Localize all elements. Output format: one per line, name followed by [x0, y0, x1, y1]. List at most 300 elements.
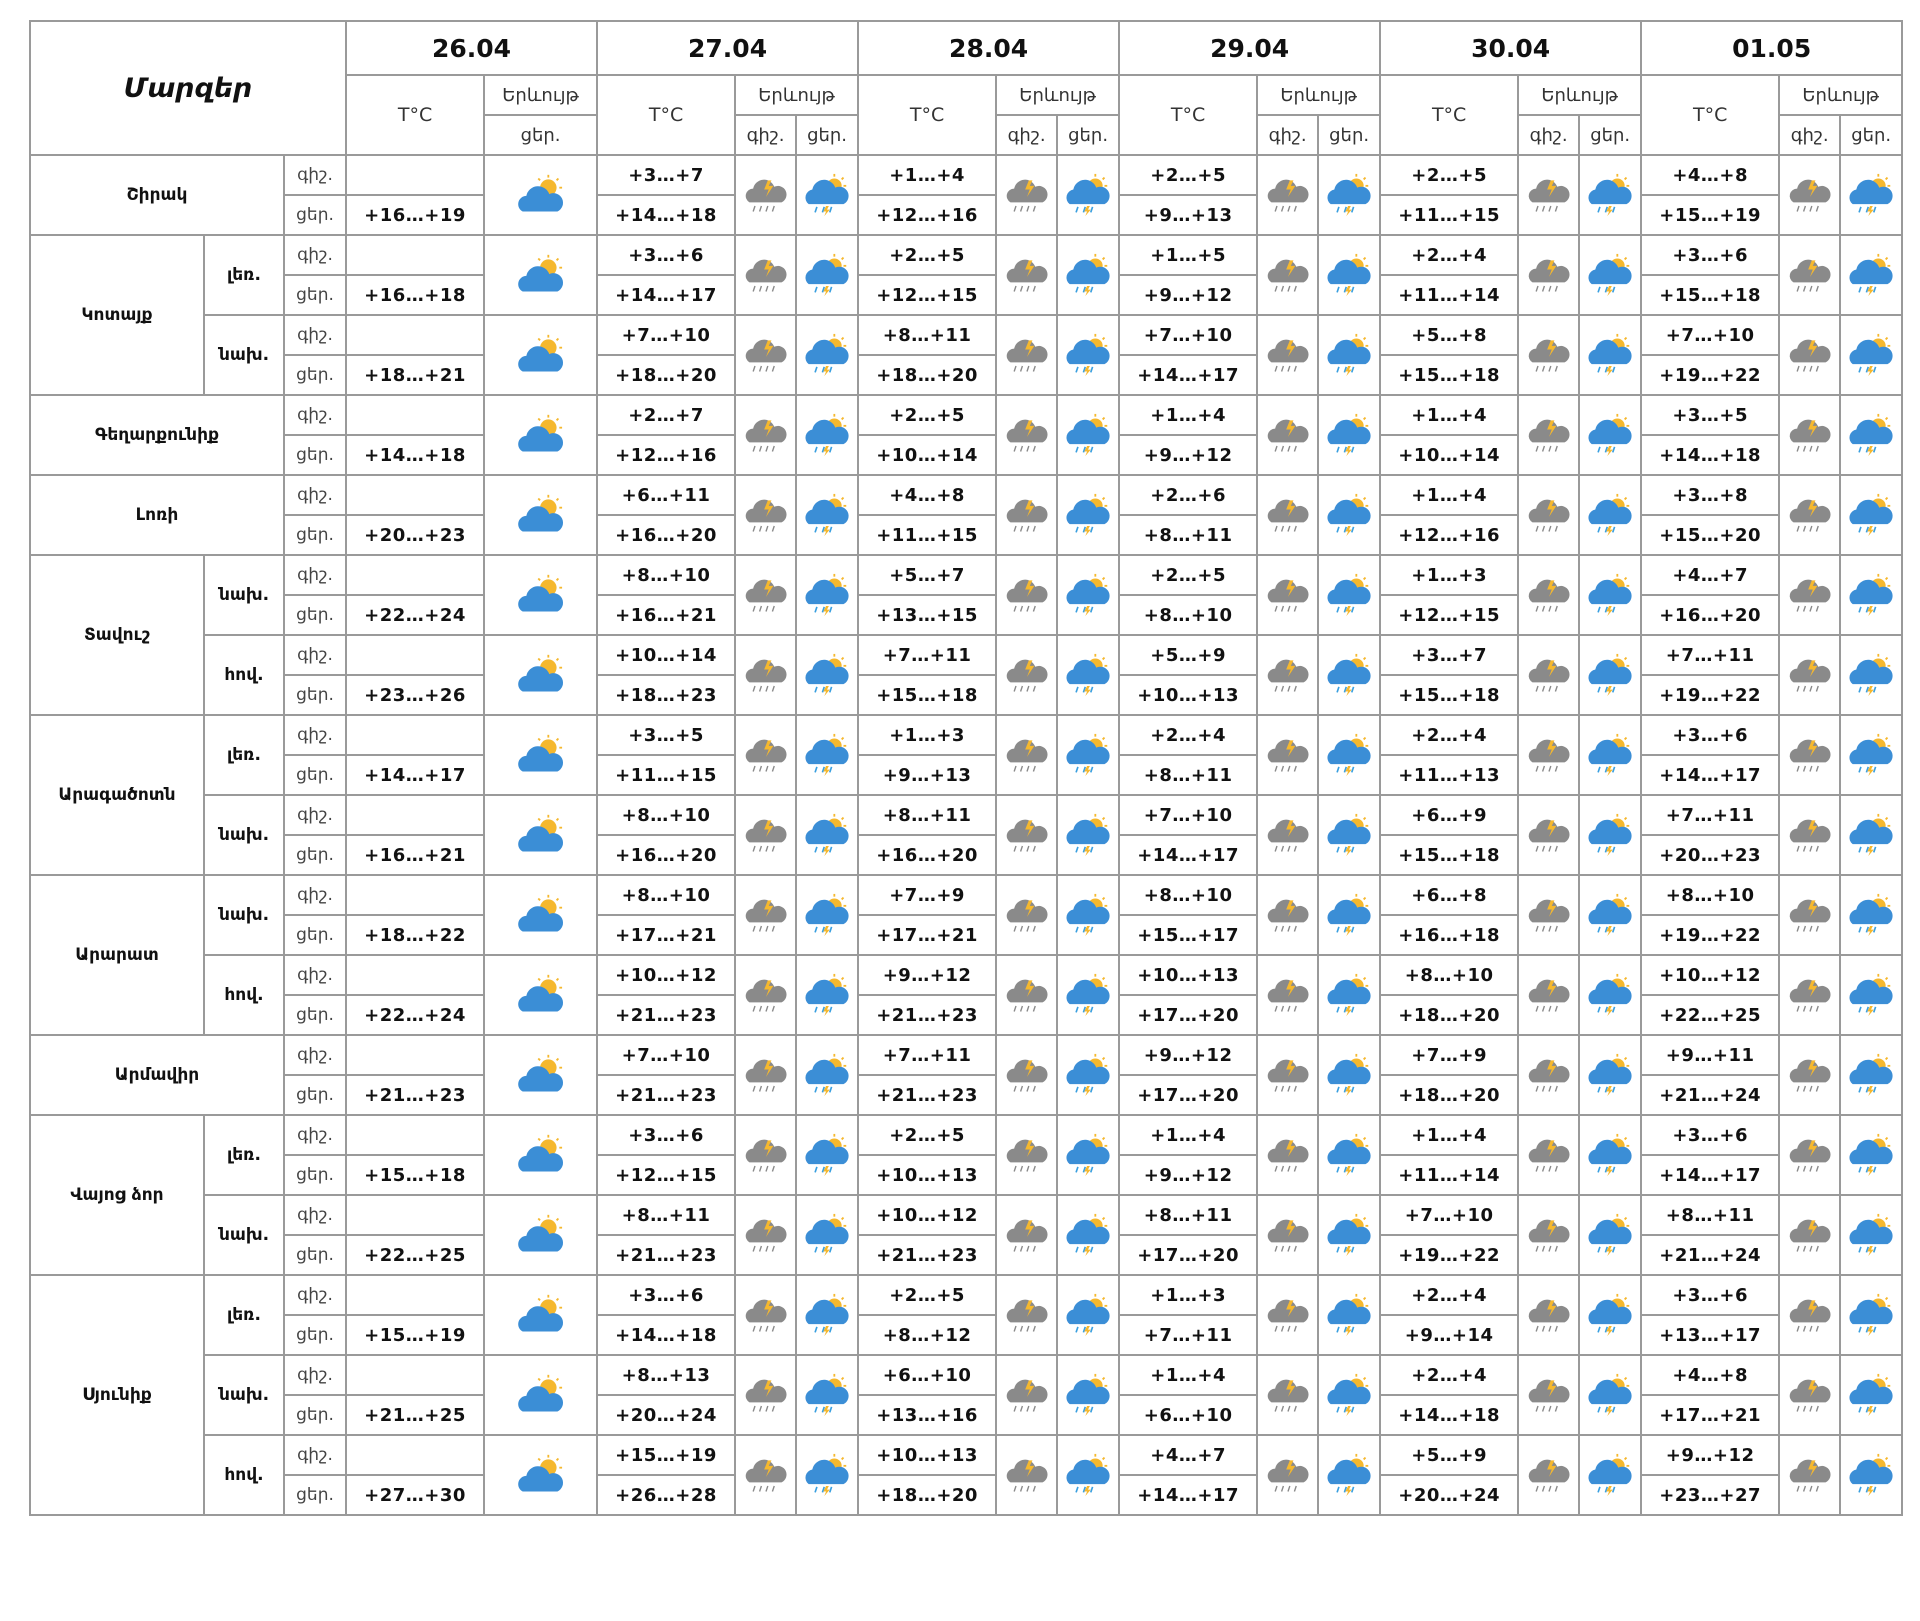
day-temp: +14…+18 [597, 1315, 735, 1355]
table-row [30, 635, 1902, 675]
cloud-rain-icon [1779, 1275, 1840, 1355]
day-label: ցեր. [284, 515, 346, 555]
night-label: գիշ. [284, 715, 346, 755]
night-temp: +8…+10 [1641, 875, 1779, 915]
day-label: ցեր. [284, 595, 346, 635]
cloud-rain-icon [1518, 155, 1579, 235]
subregion-label: հով. [204, 955, 284, 1035]
cloud-rain-icon [1257, 1195, 1318, 1275]
day-temp: +16…+19 [346, 195, 484, 235]
cloud-rain-icon [1779, 475, 1840, 555]
day-temp: +11…+15 [858, 515, 996, 555]
temp-header: T°C [1380, 75, 1518, 155]
sun-cloud-rain-icon [796, 1275, 858, 1355]
day-label: ցեր. [284, 995, 346, 1035]
sun-cloud-icon [484, 235, 597, 315]
sun-cloud-rain-icon [1318, 1115, 1380, 1195]
night-temp [346, 315, 484, 355]
day-temp: +15…+17 [1119, 915, 1257, 955]
subregion-label: նախ. [204, 875, 284, 955]
day-temp: +17…+20 [1119, 1235, 1257, 1275]
day-temp: +11…+15 [1380, 195, 1518, 235]
sun-cloud-rain-icon [1318, 1275, 1380, 1355]
day-temp: +9…+12 [1119, 435, 1257, 475]
day-temp: +16…+18 [1380, 915, 1518, 955]
table-row [30, 1435, 1902, 1475]
day-temp: +12…+15 [597, 1155, 735, 1195]
day-temp: +10…+13 [1119, 675, 1257, 715]
day-temp: +12…+16 [597, 435, 735, 475]
day-temp: +16…+20 [597, 835, 735, 875]
day-temp: +14…+18 [1641, 435, 1779, 475]
cloud-rain-icon [735, 315, 796, 395]
night-temp: +7…+11 [858, 635, 996, 675]
night-temp [346, 875, 484, 915]
day-temp: +12…+16 [1380, 515, 1518, 555]
day-temp: +20…+24 [1380, 1475, 1518, 1515]
cloud-rain-icon [1518, 635, 1579, 715]
cloud-rain-icon [996, 155, 1057, 235]
temp-header: T°C [1119, 75, 1257, 155]
day-temp: +12…+16 [858, 195, 996, 235]
subregion-label: լեռ. [204, 235, 284, 315]
night-temp: +10…+14 [597, 635, 735, 675]
sun-cloud-rain-icon [1840, 1435, 1902, 1515]
cloud-rain-icon [996, 635, 1057, 715]
night-label: գիշ. [284, 875, 346, 915]
night-temp: +1…+4 [1119, 1115, 1257, 1155]
day-temp: +10…+13 [858, 1155, 996, 1195]
night-temp: +9…+12 [1641, 1435, 1779, 1475]
sun-cloud-rain-icon [1579, 555, 1641, 635]
sun-cloud-rain-icon [1318, 155, 1380, 235]
sun-cloud-rain-icon [1057, 395, 1119, 475]
night-temp: +8…+13 [597, 1355, 735, 1395]
day-temp: +21…+23 [597, 995, 735, 1035]
sun-cloud-rain-icon [1318, 635, 1380, 715]
sun-cloud-rain-icon [796, 1355, 858, 1435]
sun-cloud-rain-icon [1057, 155, 1119, 235]
day-temp: +21…+23 [597, 1075, 735, 1115]
table-row [30, 475, 1902, 515]
sun-cloud-rain-icon [1057, 1435, 1119, 1515]
cloud-rain-icon [1257, 235, 1318, 315]
sun-cloud-rain-icon [1840, 1355, 1902, 1435]
date-header: 28.04 [858, 21, 1119, 75]
sun-cloud-rain-icon [1318, 315, 1380, 395]
cloud-rain-icon [735, 955, 796, 1035]
day-label: ցեր. [284, 195, 346, 235]
sun-cloud-rain-icon [1057, 1355, 1119, 1435]
night-temp [346, 475, 484, 515]
sun-cloud-rain-icon [796, 395, 858, 475]
sun-cloud-rain-icon [1318, 1435, 1380, 1515]
night-temp: +2…+5 [858, 1275, 996, 1315]
cloud-rain-icon [996, 395, 1057, 475]
night-temp: +7…+9 [858, 875, 996, 915]
day-temp: +15…+18 [1641, 275, 1779, 315]
night-temp [346, 235, 484, 275]
night-temp: +7…+10 [1380, 1195, 1518, 1235]
sun-cloud-rain-icon [1579, 1035, 1641, 1115]
cloud-rain-icon [1518, 795, 1579, 875]
night-temp: +7…+11 [1641, 635, 1779, 675]
cloud-rain-icon [1779, 955, 1840, 1035]
day-temp: +14…+17 [1119, 835, 1257, 875]
sun-cloud-rain-icon [1579, 475, 1641, 555]
night-temp: +10…+12 [858, 1195, 996, 1235]
night-temp: +3…+5 [1641, 395, 1779, 435]
day-temp: +14…+17 [597, 275, 735, 315]
night-temp: +8…+10 [597, 875, 735, 915]
night-temp [346, 1355, 484, 1395]
region-name: Գեղարքունիք [30, 395, 284, 475]
day-label: ցեր. [284, 675, 346, 715]
day-label: ցեր. [284, 755, 346, 795]
cloud-rain-icon [1257, 1035, 1318, 1115]
night-label: գիշ. [284, 315, 346, 355]
day-temp: +22…+25 [346, 1235, 484, 1275]
cloud-rain-icon [735, 1435, 796, 1515]
sun-cloud-rain-icon [1318, 235, 1380, 315]
cloud-rain-icon [1518, 875, 1579, 955]
day-temp: +22…+24 [346, 595, 484, 635]
sun-cloud-rain-icon [1057, 475, 1119, 555]
sun-cloud-rain-icon [1579, 1275, 1641, 1355]
cloud-rain-icon [1257, 715, 1318, 795]
night-temp: +10…+13 [858, 1435, 996, 1475]
day-temp: +21…+24 [1641, 1235, 1779, 1275]
night-temp: +3…+8 [1641, 475, 1779, 515]
sun-cloud-rain-icon [1840, 315, 1902, 395]
cloud-rain-icon [1779, 395, 1840, 475]
sun-cloud-rain-icon [1318, 475, 1380, 555]
day-temp: +17…+20 [1119, 995, 1257, 1035]
day-temp: +18…+20 [1380, 995, 1518, 1035]
subregion-label: լեռ. [204, 1275, 284, 1355]
temp-header: T°C [1641, 75, 1779, 155]
sun-cloud-rain-icon [1579, 1435, 1641, 1515]
night-temp [346, 955, 484, 995]
phenomenon-header: Երևույթ [1518, 75, 1641, 115]
day-temp: +16…+21 [346, 835, 484, 875]
phenomenon-header: Երևույթ [996, 75, 1119, 115]
cloud-rain-icon [1518, 395, 1579, 475]
day-temp: +9…+13 [858, 755, 996, 795]
cloud-rain-icon [1518, 1355, 1579, 1435]
cloud-rain-icon [735, 1115, 796, 1195]
day-header: ցեր. [484, 115, 597, 155]
subregion-label: նախ. [204, 555, 284, 635]
cloud-rain-icon [735, 555, 796, 635]
table-row [30, 1275, 1902, 1315]
day-label: ցեր. [284, 1475, 346, 1515]
night-temp [346, 1275, 484, 1315]
night-temp: +7…+9 [1380, 1035, 1518, 1075]
night-temp: +1…+5 [1119, 235, 1257, 275]
sun-cloud-icon [484, 1195, 597, 1275]
sun-cloud-rain-icon [796, 315, 858, 395]
night-header: գիշ. [1518, 115, 1579, 155]
cloud-rain-icon [1257, 635, 1318, 715]
cloud-rain-icon [996, 1035, 1057, 1115]
cloud-rain-icon [1779, 1355, 1840, 1435]
cloud-rain-icon [1518, 555, 1579, 635]
day-label: ցեր. [284, 355, 346, 395]
day-temp: +9…+14 [1380, 1315, 1518, 1355]
cloud-rain-icon [1779, 1435, 1840, 1515]
sun-cloud-rain-icon [1318, 395, 1380, 475]
sun-cloud-icon [484, 1355, 597, 1435]
cloud-rain-icon [1779, 315, 1840, 395]
sun-cloud-rain-icon [796, 1435, 858, 1515]
night-temp: +5…+9 [1380, 1435, 1518, 1475]
cloud-rain-icon [1257, 155, 1318, 235]
night-temp: +2…+4 [1380, 1275, 1518, 1315]
day-temp: +14…+17 [1119, 1475, 1257, 1515]
day-temp: +8…+11 [1119, 515, 1257, 555]
sun-cloud-rain-icon [1579, 315, 1641, 395]
night-header: գիշ. [1257, 115, 1318, 155]
night-temp: +1…+3 [1380, 555, 1518, 595]
table-row [30, 555, 1902, 595]
sun-cloud-icon [484, 1115, 597, 1195]
day-temp: +23…+26 [346, 675, 484, 715]
sun-cloud-rain-icon [1840, 795, 1902, 875]
cloud-rain-icon [735, 395, 796, 475]
night-temp: +1…+4 [1119, 1355, 1257, 1395]
night-temp: +2…+4 [1119, 715, 1257, 755]
day-temp: +13…+15 [858, 595, 996, 635]
night-temp: +3…+5 [597, 715, 735, 755]
temp-header: T°C [858, 75, 996, 155]
night-temp: +1…+4 [1380, 1115, 1518, 1155]
sun-cloud-rain-icon [1840, 1115, 1902, 1195]
night-temp: +8…+11 [858, 315, 996, 355]
day-temp: +17…+21 [597, 915, 735, 955]
night-temp: +7…+10 [597, 315, 735, 355]
night-temp: +8…+10 [1380, 955, 1518, 995]
night-temp: +9…+12 [858, 955, 996, 995]
day-temp: +17…+20 [1119, 1075, 1257, 1115]
night-label: գիշ. [284, 795, 346, 835]
subregion-label: նախ. [204, 795, 284, 875]
sun-cloud-rain-icon [1840, 395, 1902, 475]
day-temp: +20…+23 [346, 515, 484, 555]
night-temp [346, 635, 484, 675]
day-temp: +16…+20 [858, 835, 996, 875]
cloud-rain-icon [1257, 1435, 1318, 1515]
day-temp: +21…+24 [1641, 1075, 1779, 1115]
day-temp: +15…+18 [1380, 835, 1518, 875]
night-temp: +7…+11 [858, 1035, 996, 1075]
cloud-rain-icon [1779, 1035, 1840, 1115]
day-temp: +8…+10 [1119, 595, 1257, 635]
day-temp: +19…+22 [1641, 675, 1779, 715]
day-temp: +11…+13 [1380, 755, 1518, 795]
day-temp: +26…+28 [597, 1475, 735, 1515]
night-temp: +5…+7 [858, 555, 996, 595]
night-label: գիշ. [284, 1435, 346, 1475]
night-temp: +8…+11 [858, 795, 996, 835]
cloud-rain-icon [996, 315, 1057, 395]
cloud-rain-icon [735, 235, 796, 315]
forecast-table-wrapper [29, 20, 1903, 1516]
night-label: գիշ. [284, 475, 346, 515]
phenomenon-header: Երևույթ [735, 75, 858, 115]
day-temp: +15…+19 [1641, 195, 1779, 235]
day-temp: +14…+18 [1380, 1395, 1518, 1435]
day-header: ցեր. [1579, 115, 1641, 155]
night-temp: +2…+5 [1380, 155, 1518, 195]
night-temp [346, 1115, 484, 1155]
cloud-rain-icon [735, 635, 796, 715]
cloud-rain-icon [1257, 875, 1318, 955]
night-temp: +2…+5 [1119, 155, 1257, 195]
forecast-table [29, 20, 1903, 1516]
night-temp: +8…+10 [597, 555, 735, 595]
sun-cloud-rain-icon [1579, 715, 1641, 795]
sun-cloud-rain-icon [1579, 1115, 1641, 1195]
sun-cloud-rain-icon [1579, 875, 1641, 955]
day-label: ցեր. [284, 275, 346, 315]
day-label: ցեր. [284, 835, 346, 875]
sun-cloud-rain-icon [1318, 875, 1380, 955]
night-temp: +8…+11 [597, 1195, 735, 1235]
table-row [30, 1195, 1902, 1235]
night-header: գիշ. [1779, 115, 1840, 155]
day-temp: +11…+14 [1380, 1155, 1518, 1195]
day-temp: +14…+17 [1641, 1155, 1779, 1195]
day-temp: +20…+23 [1641, 835, 1779, 875]
day-temp: +18…+22 [346, 915, 484, 955]
table-row [30, 395, 1902, 435]
region-name: Արմավիր [30, 1035, 284, 1115]
day-temp: +14…+17 [346, 755, 484, 795]
night-temp: +3…+6 [597, 1115, 735, 1155]
day-temp: +10…+14 [858, 435, 996, 475]
night-temp: +4…+8 [1641, 1355, 1779, 1395]
cloud-rain-icon [1779, 1115, 1840, 1195]
sun-cloud-icon [484, 555, 597, 635]
sun-cloud-icon [484, 475, 597, 555]
subregion-label: լեռ. [204, 715, 284, 795]
day-temp: +8…+11 [1119, 755, 1257, 795]
sun-cloud-rain-icon [796, 475, 858, 555]
night-label: գիշ. [284, 235, 346, 275]
sun-cloud-rain-icon [1057, 1035, 1119, 1115]
day-label: ցեր. [284, 915, 346, 955]
cloud-rain-icon [735, 1035, 796, 1115]
sun-cloud-rain-icon [1057, 955, 1119, 1035]
table-row [30, 1355, 1902, 1395]
cloud-rain-icon [996, 1115, 1057, 1195]
sun-cloud-icon [484, 1435, 597, 1515]
cloud-rain-icon [1518, 235, 1579, 315]
night-temp: +6…+11 [597, 475, 735, 515]
cloud-rain-icon [996, 555, 1057, 635]
sun-cloud-rain-icon [796, 715, 858, 795]
table-row [30, 1115, 1902, 1155]
subregion-label: հով. [204, 635, 284, 715]
cloud-rain-icon [735, 715, 796, 795]
cloud-rain-icon [996, 1275, 1057, 1355]
day-temp: +12…+15 [1380, 595, 1518, 635]
day-temp: +18…+20 [597, 355, 735, 395]
day-temp: +21…+23 [346, 1075, 484, 1115]
day-temp: +7…+11 [1119, 1315, 1257, 1355]
day-temp: +6…+10 [1119, 1395, 1257, 1435]
day-temp: +15…+18 [1380, 355, 1518, 395]
day-temp: +14…+18 [597, 195, 735, 235]
cloud-rain-icon [1518, 315, 1579, 395]
cloud-rain-icon [1779, 235, 1840, 315]
night-temp: +1…+4 [1380, 395, 1518, 435]
night-temp: +7…+11 [1641, 795, 1779, 835]
sun-cloud-rain-icon [1840, 635, 1902, 715]
day-temp: +9…+13 [1119, 195, 1257, 235]
sun-cloud-icon [484, 155, 597, 235]
sun-cloud-rain-icon [1057, 1115, 1119, 1195]
sun-cloud-rain-icon [796, 955, 858, 1035]
night-temp: +3…+7 [597, 155, 735, 195]
night-temp: +7…+10 [1119, 795, 1257, 835]
day-label: ցեր. [284, 435, 346, 475]
day-temp: +13…+17 [1641, 1315, 1779, 1355]
sun-cloud-rain-icon [1318, 795, 1380, 875]
region-name: Արագածոտն [30, 715, 204, 875]
night-header: գիշ. [996, 115, 1057, 155]
cloud-rain-icon [735, 875, 796, 955]
sun-cloud-rain-icon [1579, 1195, 1641, 1275]
region-name: Տավուշ [30, 555, 204, 715]
night-temp [346, 1035, 484, 1075]
sun-cloud-rain-icon [796, 155, 858, 235]
cloud-rain-icon [1779, 555, 1840, 635]
night-temp: +4…+8 [1641, 155, 1779, 195]
cloud-rain-icon [996, 1355, 1057, 1435]
night-temp: +15…+19 [597, 1435, 735, 1475]
night-label: գիշ. [284, 155, 346, 195]
night-temp: +2…+4 [1380, 1355, 1518, 1395]
night-label: գիշ. [284, 635, 346, 675]
day-temp: +21…+25 [346, 1395, 484, 1435]
night-temp: +2…+5 [858, 1115, 996, 1155]
region-name: Կոտայք [30, 235, 204, 395]
sun-cloud-rain-icon [1840, 1035, 1902, 1115]
night-temp: +2…+4 [1380, 715, 1518, 755]
cloud-rain-icon [1518, 1275, 1579, 1355]
cloud-rain-icon [996, 1195, 1057, 1275]
cloud-rain-icon [1518, 1115, 1579, 1195]
cloud-rain-icon [1518, 475, 1579, 555]
night-temp: +3…+7 [1380, 635, 1518, 675]
cloud-rain-icon [1257, 1115, 1318, 1195]
cloud-rain-icon [735, 1195, 796, 1275]
cloud-rain-icon [1779, 155, 1840, 235]
cloud-rain-icon [1518, 715, 1579, 795]
night-temp [346, 715, 484, 755]
day-temp: +11…+15 [597, 755, 735, 795]
cloud-rain-icon [735, 155, 796, 235]
sun-cloud-rain-icon [1840, 715, 1902, 795]
table-row [30, 795, 1902, 835]
day-temp: +10…+14 [1380, 435, 1518, 475]
night-temp: +4…+7 [1119, 1435, 1257, 1475]
sun-cloud-rain-icon [1840, 1195, 1902, 1275]
sun-cloud-rain-icon [1840, 875, 1902, 955]
cloud-rain-icon [996, 715, 1057, 795]
